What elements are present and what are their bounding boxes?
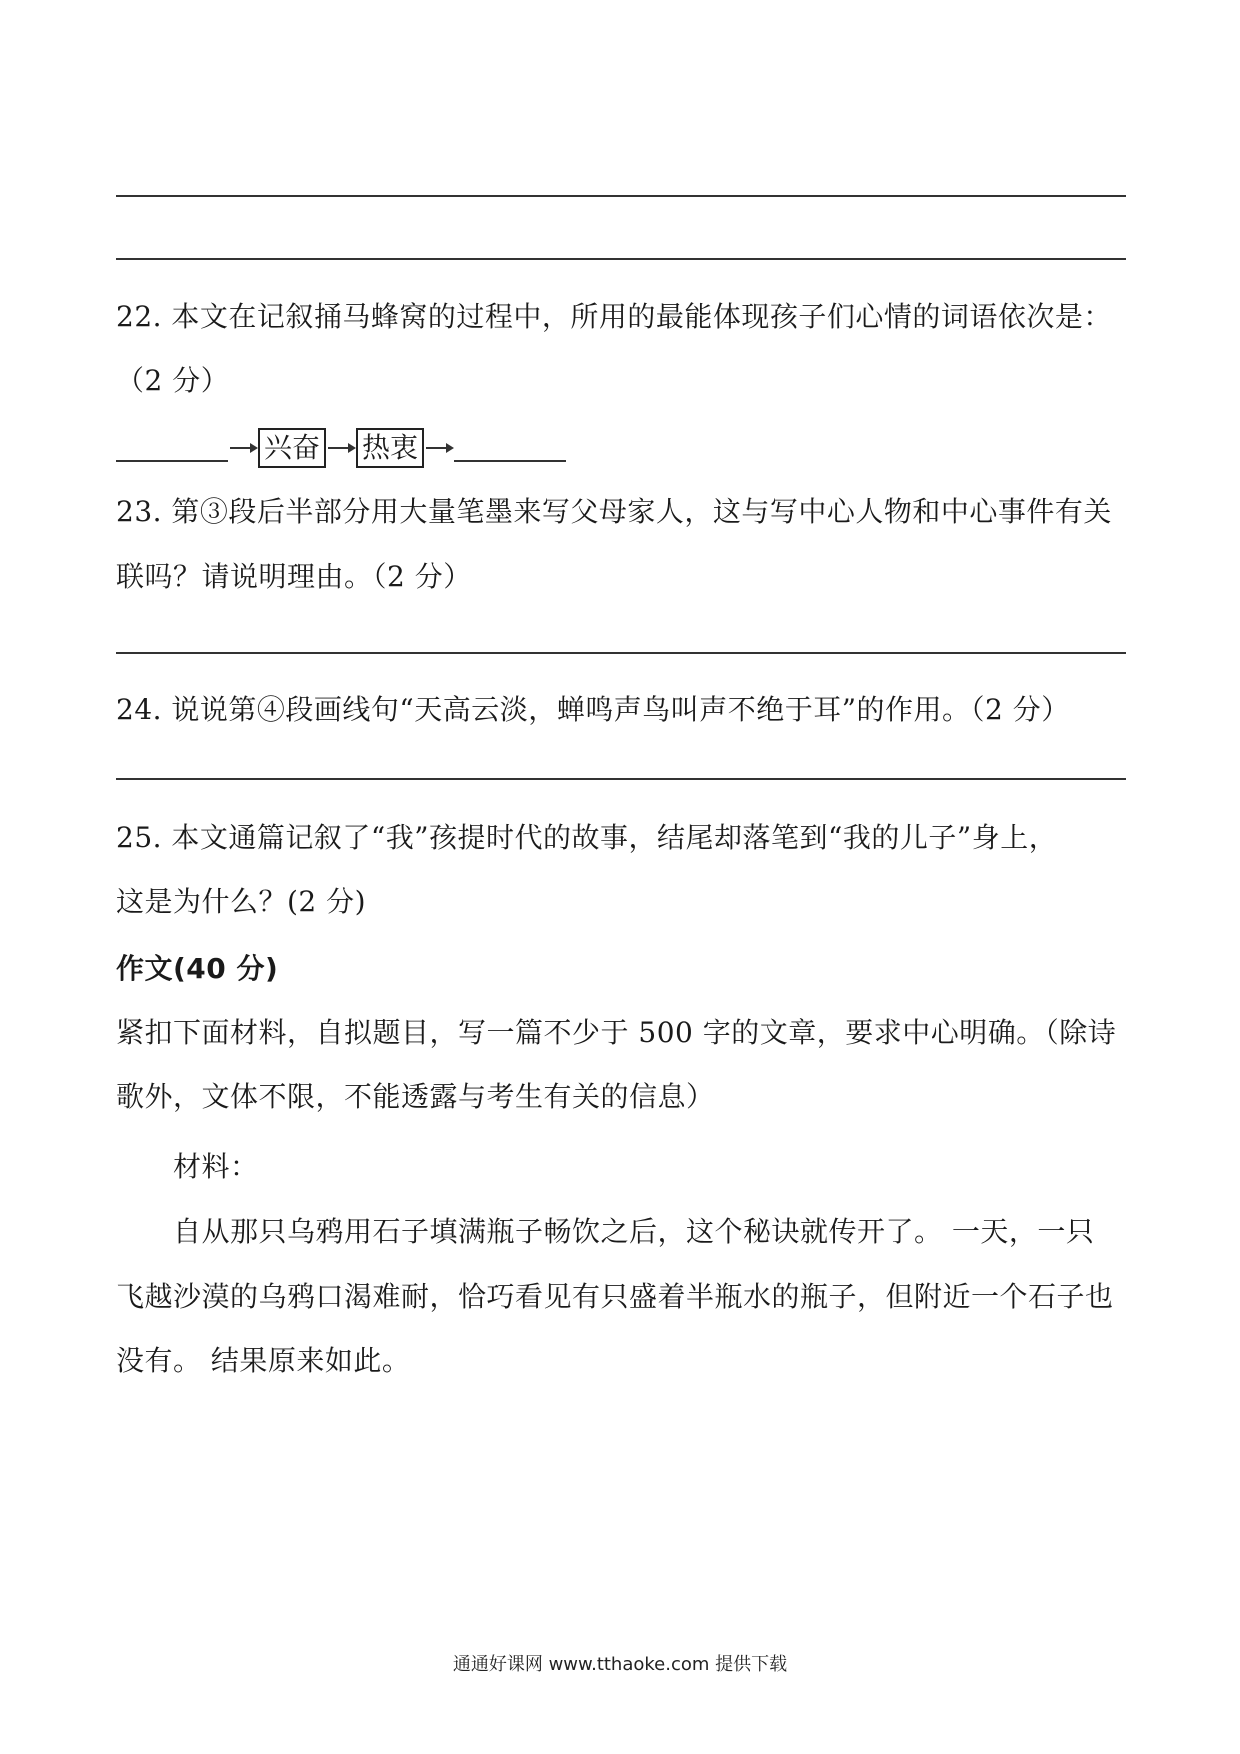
footer-source: 通通好课网 www.tthaoke.com 提供下载: [452, 1654, 788, 1675]
answer-line: [116, 778, 1126, 780]
emotion-flow-chain: [116, 427, 566, 469]
arrow-right-icon: [230, 447, 256, 449]
question-22-line-1: 22. 本文在记叙捅马蜂窝的过程中，所用的最能体现孩子们心情的词语依次是：: [116, 300, 1112, 333]
question-23-line-1: 23. 第③段后半部分用大量笔墨来写父母家人，这与写中心人物和中心事件有关: [116, 495, 1112, 528]
fill-blank[interactable]: [454, 434, 566, 462]
essay-requirement-line-2: 歌外，文体不限，不能透露与考生有关的信息）: [116, 1080, 715, 1113]
material-line-3: 没有。 结果原来如此。: [116, 1344, 411, 1377]
question-24-line-1: 24. 说说第④段画线句“天高云淡，蝉鸣声鸟叫声不绝于耳”的作用。（2 分）: [116, 693, 1070, 726]
flow-word-box: 兴奋: [258, 428, 326, 468]
question-23-line-2: 联吗？请说明理由。（2 分）: [116, 560, 472, 593]
answer-line: [116, 195, 1126, 197]
material-line-2: 飞越沙漠的乌鸦口渴难耐，恰巧看见有只盛着半瓶水的瓶子，但附近一个石子也: [116, 1280, 1114, 1313]
essay-heading: 作文(40 分): [116, 952, 279, 985]
arrow-right-icon: [328, 447, 354, 449]
flow-word-box: 热衷: [356, 428, 424, 468]
essay-requirement-line-1: 紧扣下面材料，自拟题目，写一篇不少于 500 字的文章，要求中心明确。（除诗: [116, 1016, 1117, 1049]
question-22-line-2: （2 分）: [116, 364, 230, 397]
answer-line: [116, 652, 1126, 654]
material-line-1: 自从那只乌鸦用石子填满瓶子畅饮之后，这个秘诀就传开了。 一天，一只: [173, 1215, 1095, 1248]
arrow-right-icon: [426, 447, 452, 449]
question-25-line-1: 25. 本文通篇记叙了“我”孩提时代的故事，结尾却落笔到“我的儿子”身上，: [116, 821, 1058, 854]
material-label: 材料：: [173, 1150, 259, 1183]
question-25-line-2: 这是为什么？(2 分): [116, 885, 367, 918]
answer-line: [116, 258, 1126, 260]
fill-blank[interactable]: [116, 434, 228, 462]
